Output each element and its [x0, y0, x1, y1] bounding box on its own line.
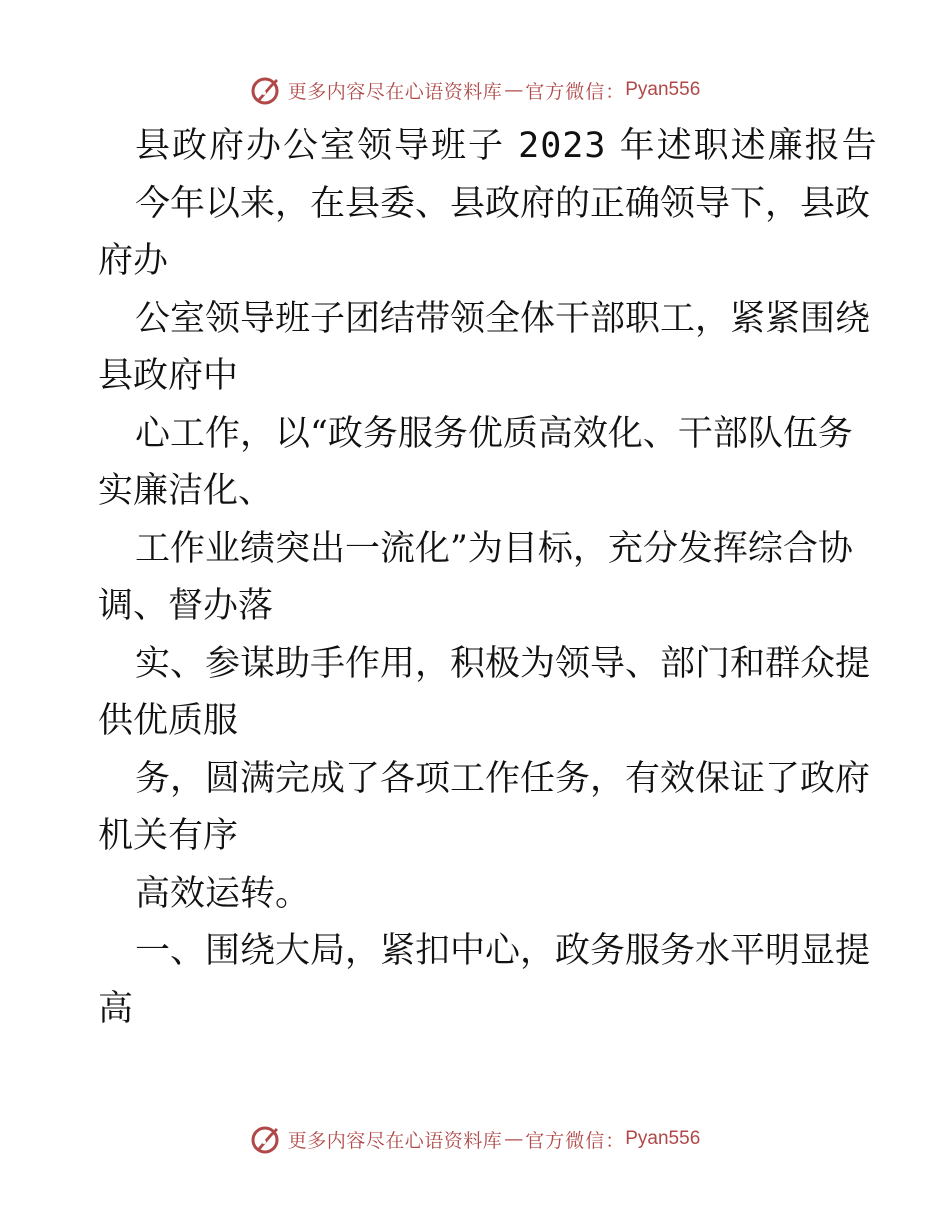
watermark-text: 更多内容尽在心语资料库 — [287, 80, 503, 103]
fountain-pen-logo-icon — [250, 1122, 284, 1156]
paragraph-line: 今年以来，在县委、县政府的正确领导下，县政 — [135, 183, 871, 224]
document-title: 县政府办公室领导班子 2023 年述职述廉报告 — [135, 126, 879, 166]
paragraph-line: 供优质服 — [98, 701, 239, 741]
paragraph-line: 心工作，以“政务服务优质高效化、干部队伍务 — [135, 413, 853, 454]
header-watermark — [0, 70, 950, 110]
watermark-dash: — — [504, 1128, 524, 1150]
paragraph-line: 县政府中 — [98, 356, 239, 396]
paragraph-line: 公室领导班子团结带领全体干部职工，紧紧围绕 — [135, 298, 871, 339]
watermark-wechat-label: 官方微信： — [525, 80, 626, 103]
section-heading-continued: 高 — [98, 988, 134, 1029]
paragraph-line: 实廉洁化、 — [98, 471, 274, 511]
section-heading: 一、围绕大局，紧扣中心，政务服务水平明显提 — [135, 931, 871, 971]
footer-watermark — [0, 1119, 950, 1159]
watermark-dash: — — [504, 79, 524, 101]
watermark-text: 更多内容尽在心语资料库 — [287, 1129, 503, 1152]
paragraph-line: 实、参谋助手作用，积极为领导、部门和群众提 — [135, 643, 871, 684]
document-body — [98, 118, 879, 1038]
watermark-wechat-label: 官方微信： — [525, 1129, 626, 1152]
watermark-wechat-id: Pyan556 — [625, 1128, 701, 1149]
paragraph-line: 机关有序 — [98, 816, 239, 856]
paragraph-line: 工作业绩突出一流化”为目标，充分发挥综合协 — [135, 528, 853, 569]
paragraph-line: 府办 — [98, 241, 169, 281]
paragraph-line: 高效运转。 — [135, 873, 311, 914]
watermark-wechat-id: Pyan556 — [625, 79, 701, 100]
fountain-pen-logo-icon — [250, 73, 284, 107]
paragraph-line: 调、督办落 — [98, 586, 274, 626]
paragraph-line: 务，圆满完成了各项工作任务，有效保证了政府 — [135, 758, 871, 799]
